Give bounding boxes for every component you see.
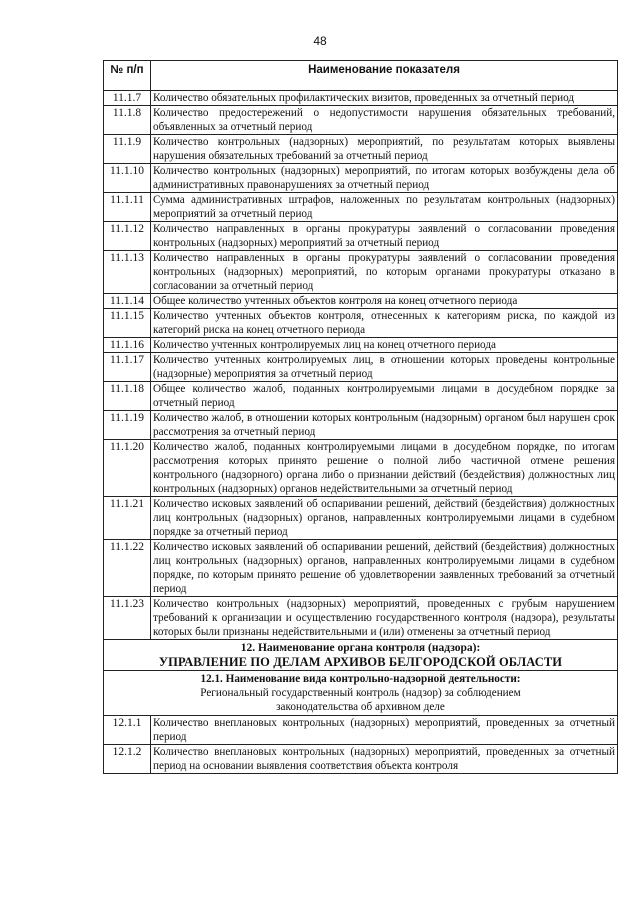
- rows-group-b: [104, 716, 618, 774]
- table-header: [104, 61, 618, 91]
- table-row: [104, 540, 618, 597]
- row-text: Количество направленных в органы прокуратуры заявлений о согласовании проведения контрольных (надзорных) мероприятий за отчетный период: [151, 222, 618, 251]
- table-row: [104, 411, 618, 440]
- row-text: Количество внеплановых контрольных (надзорных) мероприятий, проведенных за отчетный период: [151, 716, 618, 745]
- subsection-desc: Региональный государственный контроль (надзор) за соблюдением законодательства об архивном деле: [200, 687, 521, 713]
- row-text: Количество учтенных контролируемых лиц, в отношении которых проведены контрольные (надзорные) мероприятия за отчетный период: [151, 353, 618, 382]
- row-number: 12.1.2: [104, 745, 151, 774]
- table-row: [104, 164, 618, 193]
- row-number: 11.1.22: [104, 540, 151, 597]
- table-row: [104, 353, 618, 382]
- header-name: Наименование показателя: [151, 61, 618, 91]
- table-row: [104, 106, 618, 135]
- subsection-row: [104, 671, 618, 716]
- table-row: [104, 251, 618, 294]
- row-number: 11.1.8: [104, 106, 151, 135]
- row-text: Общее количество учтенных объектов контроля на конец отчетного периода: [151, 294, 618, 309]
- row-text: Количество жалоб, поданных контролируемыми лицами в досудебном порядке, по итогам рассмотрения которых принято решение о полной либо частичной отмене решения контрольного (надзорного) органа либо о признании действий (бездействия) должностных лиц контрольных (надзорных) органов недействительными за отчетный период: [151, 440, 618, 497]
- row-number: 11.1.15: [104, 309, 151, 338]
- row-text: Количество внеплановых контрольных (надзорных) мероприятий, проведенных за отчетный период на основании выявления соответствия объекта контроля: [151, 745, 618, 774]
- row-text: Количество обязательных профилактических визитов, проведенных за отчетный период: [151, 91, 618, 106]
- table-row: [104, 309, 618, 338]
- rows-group-a: [104, 91, 618, 640]
- section-title: 12. Наименование органа контроля (надзора):: [240, 642, 481, 654]
- table-row: [104, 222, 618, 251]
- row-text: Общее количество жалоб, поданных контролируемыми лицами в досудебном порядке за отчетный период: [151, 382, 618, 411]
- row-number: 11.1.19: [104, 411, 151, 440]
- row-number: 11.1.14: [104, 294, 151, 309]
- row-text: Количество учтенных контролируемых лиц на конец отчетного периода: [151, 338, 618, 353]
- row-number: 12.1.1: [104, 716, 151, 745]
- row-text: Количество контрольных (надзорных) мероприятий, проведенных с грубым нарушением требований к организации и осуществлению государственного контроля (надзора), результаты которых были признаны недействительными и (или) отменены за отчетный период: [151, 597, 618, 640]
- row-number: 11.1.7: [104, 91, 151, 106]
- page-number: 48: [313, 34, 327, 48]
- row-number: 11.1.12: [104, 222, 151, 251]
- row-number: 11.1.20: [104, 440, 151, 497]
- subsection-cell: [104, 671, 618, 716]
- subsection-title: 12.1. Наименование вида контрольно-надзорной деятельности:: [200, 673, 521, 685]
- header-num: № п/п: [104, 61, 151, 91]
- row-number: 11.1.23: [104, 597, 151, 640]
- table-row: [104, 716, 618, 745]
- table-row: [104, 193, 618, 222]
- row-number: 11.1.16: [104, 338, 151, 353]
- row-number: 11.1.13: [104, 251, 151, 294]
- table-row: [104, 135, 618, 164]
- table-row: [104, 497, 618, 540]
- row-text: Сумма административных штрафов, наложенных по результатам контрольных (надзорных) мероприятий за отчетный период: [151, 193, 618, 222]
- table-row: [104, 597, 618, 640]
- table-row: [104, 338, 618, 353]
- section-org-name: УПРАВЛЕНИЕ ПО ДЕЛАМ АРХИВОВ БЕЛГОРОДСКОЙ ОБЛАСТИ: [158, 655, 563, 669]
- row-text: Количество предостережений о недопустимости нарушения обязательных требований, объявленных за отчетный период: [151, 106, 618, 135]
- row-text: Количество исковых заявлений об оспаривании решений, действий (бездействия) должностных лиц контрольных (надзорных) органов, направленных контролируемыми лицами в судебном порядке, по которым принято решение об удовлетворении заявленных требований за отчетный период: [151, 540, 618, 597]
- table-row: [104, 382, 618, 411]
- row-text: Количество учтенных объектов контроля, отнесенных к категориям риска, по каждой из категорий риска на конец отчетного периода: [151, 309, 618, 338]
- row-number: 11.1.9: [104, 135, 151, 164]
- row-number: 11.1.21: [104, 497, 151, 540]
- row-number: 11.1.17: [104, 353, 151, 382]
- section-row: [104, 640, 618, 671]
- indicators-table: [103, 60, 618, 774]
- table-row: [104, 745, 618, 774]
- section-cell: [104, 640, 618, 671]
- table-row: [104, 91, 618, 106]
- row-text: Количество жалоб, в отношении которых контрольным (надзорным) органом был нарушен срок рассмотрения за отчетный период: [151, 411, 618, 440]
- table-row: [104, 294, 618, 309]
- table-row: [104, 440, 618, 497]
- row-text: Количество контрольных (надзорных) мероприятий, по итогам которых возбуждены дела об административных правонарушениях за отчетный период: [151, 164, 618, 193]
- row-number: 11.1.11: [104, 193, 151, 222]
- row-number: 11.1.10: [104, 164, 151, 193]
- row-text: Количество направленных в органы прокуратуры заявлений о согласовании проведения контрольных (надзорных) мероприятий, по которым органами прокуратуры отказано в согласовании за отчетный период: [151, 251, 618, 294]
- row-text: Количество исковых заявлений об оспаривании решений, действий (бездействия) должностных лиц контрольных (надзорных) органов, направленных контролируемыми лицами в судебном порядке за отчетный период: [151, 497, 618, 540]
- row-text: Количество контрольных (надзорных) мероприятий, по результатам которых выявлены нарушения обязательных требований за отчетный период: [151, 135, 618, 164]
- row-number: 11.1.18: [104, 382, 151, 411]
